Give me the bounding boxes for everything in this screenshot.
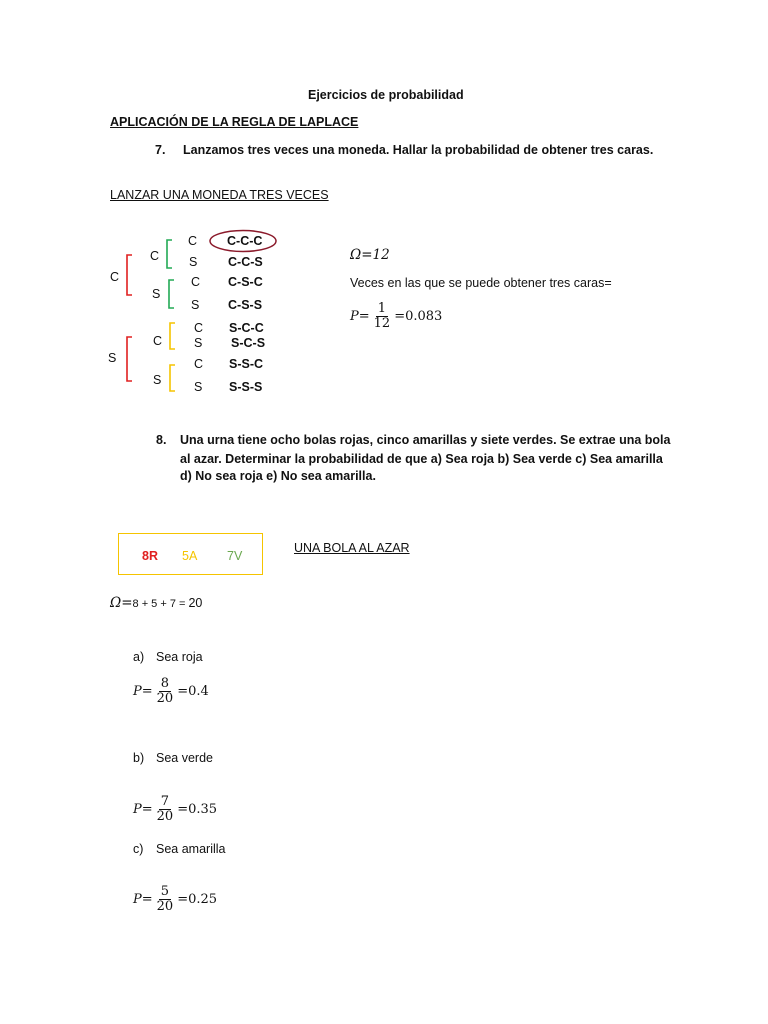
page-title: Ejercicios de probabilidad [308,88,464,102]
p-a-fraction [155,677,176,706]
tree-outcome-sss: S-S-S [229,380,263,394]
bracket-sc-yellow [167,322,177,350]
p-a-rhs: =0.4 [177,684,209,699]
p-a-num: 8 [160,676,170,691]
tree-level2-s2: S [153,373,162,387]
tree-outcome-scc: S-C-C [229,321,264,335]
tree-outcome-css: C-S-S [228,298,263,312]
omega-balls-symbol: Ω= [110,595,133,611]
exercise-8-number: 8. [156,433,167,447]
tree-outcome-csc: C-S-C [228,275,263,289]
p-coin-num: 1 [377,301,387,316]
part-a-text: Sea roja [156,650,203,664]
part-b-label: b) [133,751,145,765]
exercise-8-line1: Una urna tiene ocho bolas rojas, cinco amarillas y siete verdes. Se extrae una bola [180,433,671,447]
tree-level3-8: S [194,380,203,394]
tree-outcome-ccc: C-C-C [227,234,263,248]
coin-text: Veces en las que se puede obtener tres caras= [350,276,612,290]
part-c-label: c) [133,842,144,856]
urn-red: 8R [142,549,158,563]
p-b-num: 7 [160,794,170,809]
exercise-8-line3: d) No sea roja e) No sea amarilla. [180,469,376,483]
exercise-7-text: Lanzamos tres veces una moneda. Hallar la probabilidad de obtener tres caras. [183,143,654,157]
bracket-s-red [124,336,134,382]
ball-heading: UNA BOLA AL AZAR [294,541,410,555]
section-heading: APLICACIÓN DE LA REGLA DE LAPLACE [110,115,359,129]
p-b-den: 20 [156,809,174,824]
exercise-7-number: 7. [155,143,166,157]
tree-level3-4: S [191,298,200,312]
p-coin-rhs: =0.083 [394,309,443,324]
p-c-rhs: =0.25 [177,892,218,907]
p-b-rhs: =0.35 [177,802,218,817]
p-coin-fraction [372,302,393,331]
coin-heading: LANZAR UNA MONEDA TRES VECES [110,188,329,202]
tree-level3-7: C [194,357,204,371]
part-a-label: a) [133,650,145,664]
p-b-fraction [155,795,176,824]
p-c-num: 5 [160,884,170,899]
p-a-den: 20 [156,691,174,706]
tree-outcome-scs: S-C-S [231,336,266,350]
highlight-ellipse [208,229,278,253]
omega-balls-sum: 8 + 5 + 7 = [132,598,189,610]
part-b-text: Sea verde [156,751,213,765]
tree-level2-s1: S [152,287,161,301]
urn-yellow: 5A [182,549,198,563]
bracket-c-red [124,254,134,296]
urn-green: 7V [227,549,243,563]
p-c-den: 20 [156,899,174,914]
tree-level3-3: C [191,275,201,289]
tree-level3-1: C [188,234,198,248]
tree-level1-s: S [108,351,117,365]
tree-level3-6: S [194,336,203,350]
probability-c [133,885,217,914]
bracket-ss-yellow [167,364,177,392]
tree-outcome-ssc: S-S-C [229,357,264,371]
bracket-cs-green [166,279,176,309]
omega-balls-total: 20 [188,596,203,610]
exercise-8-line2: al azar. Determinar la probabilidad de que a) Sea roja b) Sea verde c) Sea amarilla [180,452,663,466]
tree-outcome-ccs: C-C-S [228,255,263,269]
tree-level3-5: C [194,321,204,335]
omega-balls [110,596,202,612]
probability-b [133,795,217,824]
part-c-text: Sea amarilla [156,842,226,856]
tree-level3-2: S [189,255,198,269]
bracket-cc-green [164,239,174,269]
omega-coin: Ω=12 [350,247,390,263]
p-c-fraction [155,885,176,914]
probability-coin [350,302,442,331]
tree-level1-c: C [110,270,120,284]
probability-a [133,677,209,706]
p-b-lhs: P= [133,802,153,817]
p-coin-lhs: P= [350,309,370,324]
p-c-lhs: P= [133,892,153,907]
p-a-lhs: P= [133,684,153,699]
tree-level2-c2: C [153,334,163,348]
tree-level2-c1: C [150,249,160,263]
p-coin-den: 12 [373,316,391,331]
